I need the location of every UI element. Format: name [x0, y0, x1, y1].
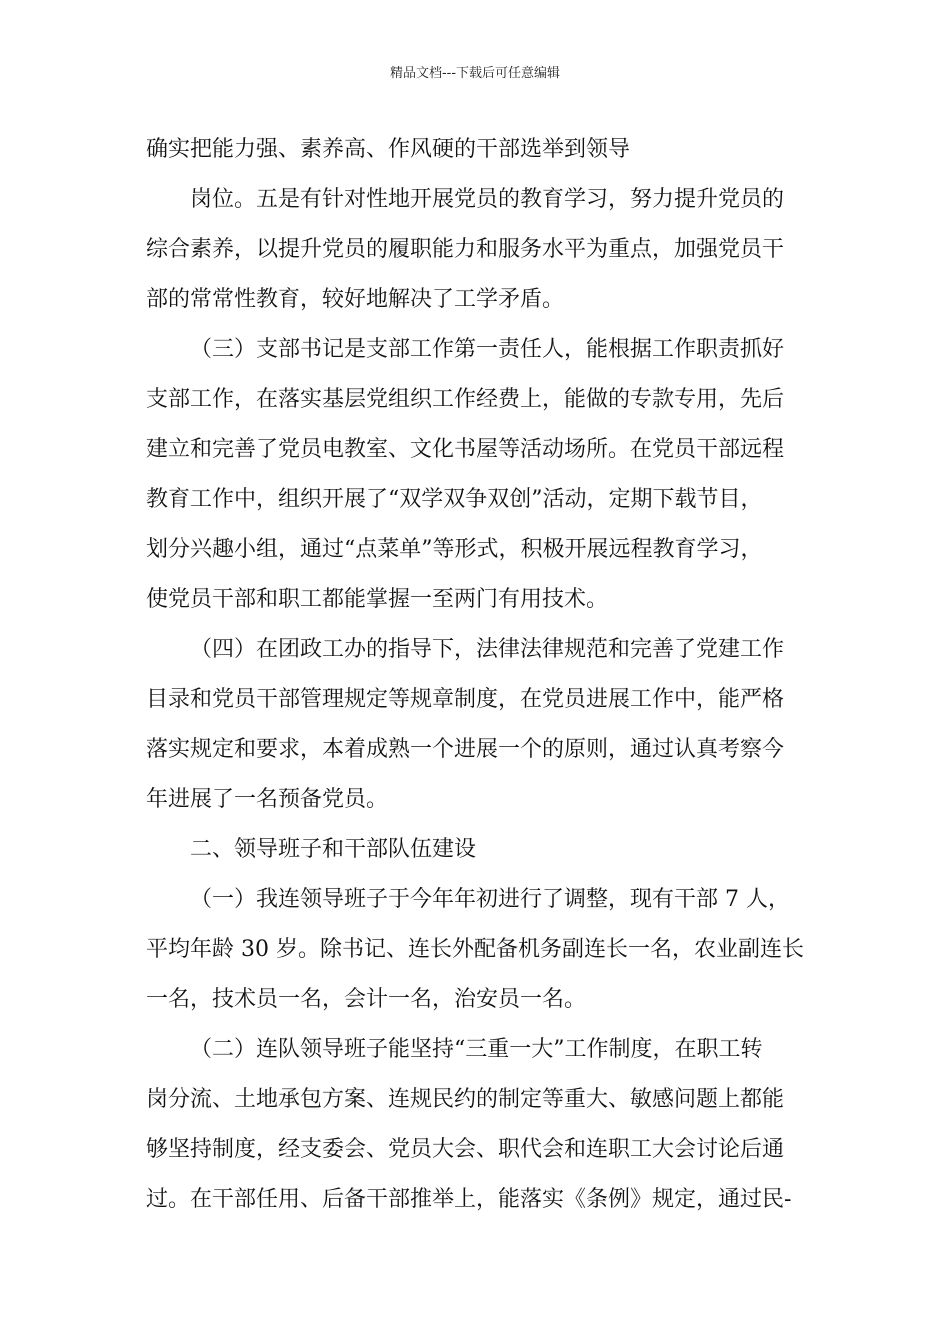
body-line: 平均年龄 30 岁。除书记、连长外配备机务副连长一名，农业副连长	[146, 937, 804, 962]
body-line: 年进展了一名预备党员。	[146, 787, 389, 812]
body-line: 支部工作，在落实基层党组织工作经费上，能做的专款专用，先后	[146, 387, 785, 412]
body-line: 使党员干部和职工都能掌握一至两门有用技术。	[146, 587, 609, 612]
body-line: 综合素养，以提升党员的履职能力和服务水平为重点，加强党员干	[146, 237, 785, 262]
body-line: 划分兴趣小组，通过“点菜单”等形式，积极开展远程教育学习，	[146, 537, 763, 562]
page-header: 精品文档---下载后可任意编辑	[389, 66, 561, 81]
body-line: （四）在团政工办的指导下，法律法律规范和完善了党建工作	[190, 637, 785, 662]
body-line: 教育工作中，组织开展了“双学双争双创”活动，定期下载节目，	[146, 487, 763, 512]
body-line: 落实规定和要求，本着成熟一个进展一个的原则，通过认真考察今	[146, 737, 785, 762]
body-line: 目录和党员干部管理规定等规章制度，在党员进展工作中，能严格	[146, 687, 785, 712]
section-heading: 二、领导班子和干部队伍建设	[190, 837, 477, 862]
body-line: 建立和完善了党员电教室、文化书屋等活动场所。在党员干部远程	[146, 437, 785, 462]
body-line: 够坚持制度，经支委会、党员大会、职代会和连职工大会讨论后通	[146, 1137, 785, 1162]
body-line: （三）支部书记是支部工作第一责任人，能根据工作职责抓好	[190, 337, 785, 362]
body-line: （二）连队领导班子能坚持“三重一大”工作制度，在职工转	[190, 1037, 763, 1062]
body-line: （一）我连领导班子于今年年初进行了调整，现有干部 7 人，	[190, 887, 790, 912]
body-line: 岗位。五是有针对性地开展党员的教育学习，努力提升党员的	[190, 187, 785, 212]
body-line: 部的常常性教育，较好地解决了工学矛盾。	[146, 287, 565, 312]
body-line: 一名，技术员一名，会计一名，治安员一名。	[146, 987, 587, 1012]
body-line: 确实把能力强、素养高、作风硬的干部选举到领导	[146, 137, 631, 162]
body-line: 过。在干部任用、后备干部推举上，能落实《条例》规定，通过民-	[146, 1187, 792, 1212]
body-line: 岗分流、土地承包方案、连规民约的制定等重大、敏感问题上都能	[146, 1087, 785, 1112]
